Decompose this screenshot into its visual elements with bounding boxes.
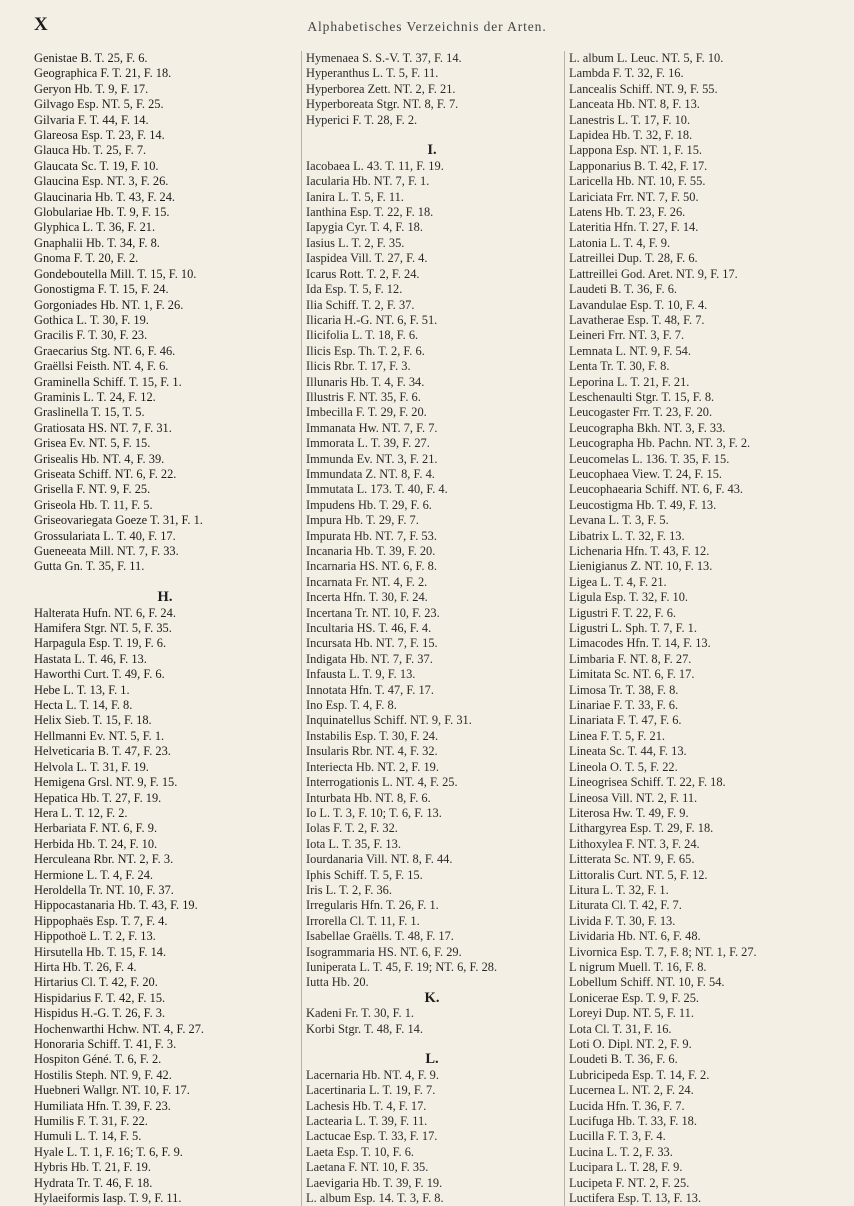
index-entry: Iutta Hb. 20. [306, 975, 369, 990]
index-entry: Iuniperata L. T. 45, F. 19; NT. 6, F. 28. [306, 959, 498, 974]
index-entry: Korbi Stgr. T. 48, F. 14. [306, 1021, 423, 1036]
index-entry: Ligea L. T. 4, F. 21. [569, 574, 667, 589]
index-entry: Huebneri Wallgr. NT. 10, F. 17. [34, 1083, 190, 1098]
index-entry: Haworthi Curt. T. 49, F. 6. [34, 667, 165, 682]
index-entry: Linariae F. T. 33, F. 6. [569, 698, 679, 713]
index-entry: Herculeana Rbr. NT. 2, F. 3. [34, 852, 174, 867]
index-entry: Graminis L. T. 24, F. 12. [34, 389, 156, 404]
index-entry: L. album L. Leuc. NT. 5, F. 10. [569, 51, 724, 65]
index-entry: Lucida Hfn. T. 36, F. 7. [569, 1098, 685, 1113]
index-entry: Impurata Hb. NT. 7, F. 53. [306, 528, 437, 543]
index-entry: Incertana Tr. NT. 10, F. 23. [306, 605, 440, 620]
index-entry: Gothica L. T. 30, F. 19. [34, 312, 149, 327]
index-entry: Iourdanaria Vill. NT. 8, F. 44. [306, 852, 453, 867]
index-entry: Lucipeta F. NT. 2, F. 25. [569, 1175, 690, 1190]
index-entry: Inquinatellus Schiff. NT. 9, F. 31. [306, 713, 472, 728]
index-entry: Lattreillei God. Aret. NT. 9, F. 17. [569, 266, 738, 281]
index-entry: Io L. T. 3, F. 10; T. 6, F. 13. [306, 805, 442, 820]
index-entry: Lateritia Hfn. T. 27, F. 14. [569, 220, 699, 235]
index-entry: Hemigena Grsl. NT. 9, F. 15. [34, 775, 178, 790]
index-entry: Liturata Cl. T. 42, F. 7. [569, 898, 682, 913]
index-entry: Ligustri L. Sph. T. 7, F. 1. [569, 621, 697, 636]
index-entry: Limacodes Hfn. T. 14, F. 13. [569, 636, 711, 651]
index-entry: L nigrum Muell. T. 16, F. 8. [569, 959, 707, 974]
index-entry: Livida F. T. 30, F. 13. [569, 913, 676, 928]
index-entry: Iolas F. T. 2, F. 32. [306, 821, 398, 836]
index-entry: Glyphica L. T. 36, F. 21. [34, 220, 156, 235]
index-entry: Littoralis Curt. NT. 5, F. 12. [569, 867, 708, 882]
index-entry: Loudeti B. T. 36, F. 6. [569, 1052, 678, 1067]
index-entry: Immutata L. 173. T. 40, F. 4. [306, 482, 448, 497]
index-entry: Lineola O. T. 5, F. 22. [569, 759, 678, 774]
index-entry: Lota Cl. T. 31, F. 16. [569, 1021, 672, 1036]
index-column-2 [301, 51, 558, 1206]
index-entry: Levana L. T. 3, F. 5. [569, 513, 669, 528]
index-entry: Helvola L. T. 31, F. 19. [34, 759, 149, 774]
index-entry: Insularis Rbr. NT. 4, F. 32. [306, 744, 438, 759]
index-entry: Iacularia Hb. NT. 7, F. 1. [306, 174, 430, 189]
index-entry: Hirta Hb. T. 26, F. 4. [34, 959, 137, 974]
index-entry: Hyperborea Zett. NT. 2, F. 21. [306, 81, 456, 96]
index-entry: Glareosa Esp. T. 23, F. 14. [34, 128, 165, 143]
index-entry: Laeta Esp. T. 10, F. 6. [306, 1144, 414, 1159]
running-title: Alphabetisches Verzeichnis der Arten. [307, 19, 547, 34]
index-column-1 [34, 51, 296, 1206]
index-entry: Hydrata Tr. T. 46, F. 18. [34, 1175, 153, 1190]
index-entry: Genistae B. T. 25, F. 6. [34, 51, 148, 65]
index-entry: Gnoma F. T. 20, F. 2. [34, 251, 139, 266]
index-entry: Griseata Schiff. NT. 6, F. 22. [34, 466, 177, 481]
index-entry: Ilicis Rbr. T. 17, F. 3. [306, 359, 411, 374]
index-entry: Leucogaster Frr. T. 23, F. 20. [569, 405, 713, 420]
index-entry: Inturbata Hb. NT. 8, F. 6. [306, 790, 431, 805]
index-entry: Irrorella Cl. T. 11, F. 1. [306, 913, 420, 928]
index-entry: Graecarius Stg. NT. 6, F. 46. [34, 343, 176, 358]
index-entry: Gonostigma F. T. 15, F. 24. [34, 282, 169, 297]
index-entry: Hastata L. T. 46, F. 13. [34, 651, 147, 666]
section-letter-heading: H. [157, 589, 173, 606]
index-entry: Irregularis Hfn. T. 26, F. 1. [306, 898, 439, 913]
index-entry: Iris L. T. 2, F. 36. [306, 882, 392, 897]
index-entry: Lapidea Hb. T. 32, F. 18. [569, 128, 693, 143]
index-entry: Gratiosata HS. NT. 7, F. 31. [34, 420, 172, 435]
index-entry: Leucophaea View. T. 24, F. 15. [569, 466, 722, 481]
index-column-3 [564, 51, 831, 1206]
index-entry: Hecta L. T. 14, F. 8. [34, 698, 133, 713]
index-entry: Hirtarius Cl. T. 42, F. 20. [34, 975, 158, 990]
index-entry: Limosa Tr. T. 38, F. 8. [569, 682, 679, 697]
index-entry: Hirsutella Hb. T. 15, F. 14. [34, 944, 167, 959]
section-letter-heading: K. [424, 989, 440, 1006]
index-entry: Lucipara L. T. 28, F. 9. [569, 1160, 683, 1175]
index-entry: Laricella Hb. NT. 10, F. 55. [569, 174, 706, 189]
index-entry: Lambda F. T. 32, F. 16. [569, 66, 684, 81]
index-entry: Incarnaria HS. NT. 6, F. 8. [306, 559, 437, 574]
index-entry: Hostilis Steph. NT. 9, F. 42. [34, 1067, 172, 1082]
index-entry: Grossulariata L. T. 40, F. 17. [34, 528, 176, 543]
index-entry: Laetana F. NT. 10, F. 35. [306, 1160, 429, 1175]
section-gap [306, 128, 558, 143]
index-entry: Geryon Hb. T. 9, F. 17. [34, 81, 149, 96]
section-gap [34, 575, 296, 590]
index-entry: Hippothoë L. T. 2, F. 13. [34, 929, 156, 944]
section-gap [306, 1037, 558, 1052]
index-entry: Libatrix L. T. 32, F. 13. [569, 528, 685, 543]
index-entry: Graslinella T. 15, T. 5. [34, 405, 145, 420]
index-entry: Glauca Hb. T. 25, F. 7. [34, 143, 147, 158]
index-entry: Incultaria HS. T. 46, F. 4. [306, 621, 432, 636]
index-entry: Lanestris L. T. 17, F. 10. [569, 112, 691, 127]
index-entry: Grisealis Hb. NT. 4, F. 39. [34, 451, 165, 466]
index-entry: Lavatherae Esp. T. 48, F. 7. [569, 312, 705, 327]
index-entry: Latonia L. T. 4, F. 9. [569, 235, 671, 250]
index-entry: Gracilis F. T. 30, F. 23. [34, 328, 148, 343]
index-entry: Hospiton Géné. T. 6, F. 2. [34, 1052, 162, 1067]
index-entry: Illunaris Hb. T. 4, F. 34. [306, 374, 425, 389]
index-entry: Leucophaearia Schiff. NT. 6, F. 43. [569, 482, 744, 497]
index-entry: Immanata Hw. NT. 7, F. 7. [306, 420, 438, 435]
index-entry: Gueneeata Mill. NT. 7, F. 33. [34, 544, 179, 558]
index-entry: Grisella F. NT. 9, F. 25. [34, 482, 151, 497]
index-entry: Laevigaria Hb. T. 39, F. 19. [306, 1175, 443, 1190]
index-entry: Iacobaea L. 43. T. 11, F. 19. [306, 158, 444, 173]
index-entry: Humilis F. T. 31, F. 22. [34, 1114, 148, 1129]
index-entry: Griseola Hb. T. 11, F. 5. [34, 497, 153, 512]
index-entry: Lobellum Schiff. NT. 10, F. 54. [569, 975, 725, 990]
index-entry: Lucifuga Hb. T. 33, F. 18. [569, 1114, 697, 1129]
index-entry: Hippophaës Esp. T. 7, F. 4. [34, 913, 168, 928]
index-entry: Impura Hb. T. 29, F. 7. [306, 513, 419, 528]
index-entry: Interrogationis L. NT. 4, F. 25. [306, 775, 458, 790]
index-entry: Iota L. T. 35, F. 13. [306, 836, 401, 851]
index-entry: Litterata Sc. NT. 9, F. 65. [569, 852, 695, 867]
index-entry: Honoraria Schiff. T. 41, F. 3. [34, 1037, 177, 1051]
index-entry: Iaspidea Vill. T. 27, F. 4. [306, 251, 428, 266]
index-entry: Lachesis Hb. T. 4, F. 17. [306, 1098, 427, 1113]
index-entry: Harpagula Esp. T. 19, F. 6. [34, 636, 167, 651]
index-entry: Hermione L. T. 4, F. 24. [34, 867, 153, 882]
index-entry: Griseovariegata Goeze T. 31, F. 1. [34, 513, 203, 528]
index-entry: Kadeni Fr. T. 30, F. 1. [306, 1006, 414, 1021]
index-entry: Isabellae Graëlls. T. 48, F. 17. [306, 929, 454, 944]
index-entry: Graminella Schiff. T. 15, F. 1. [34, 374, 182, 389]
index-entry: Hippocastanaria Hb. T. 43, F. 19. [34, 898, 198, 913]
index-entry: Isogrammaria HS. NT. 6, F. 29. [306, 944, 462, 959]
index-entry: Litura L. T. 32, F. 1. [569, 882, 669, 897]
index-entry: Incursata Hb. NT. 7, F. 15. [306, 636, 438, 651]
index-entry: Glaucinaria Hb. T. 43, F. 24. [34, 189, 176, 204]
index-entry: Incerta Hfn. T. 30, F. 24. [306, 590, 428, 605]
index-entry: Humuli L. T. 14, F. 5. [34, 1129, 142, 1144]
index-entry: Leucomelas L. 136. T. 35, F. 15. [569, 451, 730, 466]
index-entry: Gilvago Esp. NT. 5, F. 25. [34, 97, 164, 112]
index-entry: Hyperici F. T. 28, F. 2. [306, 112, 418, 127]
section-letter-heading: I. [427, 142, 437, 159]
index-entry: Lineogrisea Schiff. T. 22, F. 18. [569, 775, 726, 790]
index-entry: Illustris F. NT. 35, F. 6. [306, 389, 421, 404]
index-entry: Lappona Esp. NT. 1, F. 15. [569, 143, 702, 158]
index-entry: Lacernaria Hb. NT. 4, F. 9. [306, 1067, 439, 1082]
index-entry: Incarnata Fr. NT. 4, F. 2. [306, 574, 428, 589]
index-entry: Luctifera Esp. T. 13, F. 13. [569, 1191, 702, 1206]
index-entry: Immunda Ev. NT. 3, F. 21. [306, 451, 438, 466]
index-entry: Lucilla F. T. 3, F. 4. [569, 1129, 666, 1144]
index-entry: Lactucae Esp. T. 33, F. 17. [306, 1129, 438, 1144]
index-entry: Limbaria F. NT. 8, F. 27. [569, 651, 692, 666]
index-entry: Geographica F. T. 21, F. 18. [34, 66, 172, 81]
index-entry: Herbariata F. NT. 6, F. 9. [34, 821, 158, 836]
index-entry: Hebe L. T. 13, F. 1. [34, 682, 130, 697]
index-entry: Lithargyrea Esp. T. 29, F. 18. [569, 821, 714, 836]
index-entry: Instabilis Esp. T. 30, F. 24. [306, 728, 439, 743]
index-entry: Ianthina Esp. T. 22, F. 18. [306, 205, 434, 220]
index-entry: Leporina L. T. 21, F. 21. [569, 374, 690, 389]
index-entry: Lienigianus Z. NT. 10, F. 13. [569, 559, 713, 574]
index-entry: Incanaria Hb. T. 39, F. 20. [306, 544, 436, 558]
index-entry: Loti O. Dipl. NT. 2, F. 9. [569, 1037, 692, 1051]
section-letter-heading: L. [425, 1051, 439, 1068]
index-entry: Lithoxylea F. NT. 3, F. 24. [569, 836, 700, 851]
index-entry: Impudens Hb. T. 29, F. 6. [306, 497, 432, 512]
index-entry: Lucina L. T. 2, F. 33. [569, 1144, 673, 1159]
index-entry: Lucernea L. NT. 2, F. 24. [569, 1083, 694, 1098]
index-entry: L. album Esp. 14. T. 3, F. 8. [306, 1191, 444, 1206]
index-entry: Helveticaria B. T. 47, F. 23. [34, 744, 171, 759]
index-entry: Heroldella Tr. NT. 10, F. 37. [34, 882, 174, 897]
index-entry: Glaucata Sc. T. 19, F. 10. [34, 158, 159, 173]
index-entry: Indigata Hb. NT. 7, F. 37. [306, 651, 433, 666]
index-entry: Lapponarius B. T. 42, F. 17. [569, 158, 708, 173]
index-entry: Iphis Schiff. T. 5, F. 15. [306, 867, 423, 882]
index-entry: Immundata Z. NT. 8, F. 4. [306, 466, 435, 481]
index-entry: Hamifera Stgr. NT. 5, F. 35. [34, 621, 172, 636]
index-entry: Hochenwarthi Hchw. NT. 4, F. 27. [34, 1021, 205, 1036]
index-entry: Linariata F. T. 47, F. 6. [569, 713, 682, 728]
index-entry: Leucostigma Hb. T. 49, F. 13. [569, 497, 717, 512]
index-entry: Hyale L. T. 1, F. 16; T. 6, F. 9. [34, 1144, 183, 1159]
index-entry: Lariciata Frr. NT. 7, F. 50. [569, 189, 699, 204]
index-entry: Hymenaea S. S.-V. T. 37, F. 14. [306, 51, 462, 65]
index-entry: Grisea Ev. NT. 5, F. 15. [34, 436, 151, 451]
index-entry: Herbida Hb. T. 24, F. 10. [34, 836, 158, 851]
index-entry: Latens Hb. T. 23, F. 26. [569, 205, 686, 220]
index-entry: Lineata Sc. T. 44, F. 13. [569, 744, 687, 759]
page-header [0, 0, 854, 40]
index-entry: Ligula Esp. T. 32, F. 10. [569, 590, 689, 605]
index-entry: Lubricipeda Esp. T. 14, F. 2. [569, 1067, 710, 1082]
page-number: X [34, 14, 49, 35]
index-entry: Gutta Gn. T. 35, F. 11. [34, 559, 145, 574]
index-entry: Ligustri F. T. 22, F. 6. [569, 605, 677, 620]
index-entry: Graëllsi Feisth. NT. 4, F. 6. [34, 359, 169, 374]
index-entry: Globulariae Hb. T. 9, F. 15. [34, 205, 170, 220]
index-entry: Gorgoniades Hb. NT. 1, F. 26. [34, 297, 184, 312]
index-entry: Iasius L. T. 2, F. 35. [306, 235, 405, 250]
index-entry: Loreyi Dup. NT. 5, F. 11. [569, 1006, 694, 1021]
index-entry: Hybris Hb. T. 21, F. 19. [34, 1160, 151, 1175]
index-entry: Lancealis Schiff. NT. 9, F. 55. [569, 81, 718, 96]
index-entry: Helix Sieb. T. 15, F. 18. [34, 713, 152, 728]
index-entry: Ilicaria H.-G. NT. 6, F. 51. [306, 312, 438, 327]
index-entry: Gondeboutella Mill. T. 15, F. 10. [34, 266, 197, 281]
index-entry: Glaucina Esp. NT. 3, F. 26. [34, 174, 169, 189]
index-entry: Ianira L. T. 5, F. 11. [306, 189, 404, 204]
index-entry: Ilicis Esp. Th. T. 2, F. 6. [306, 343, 425, 358]
index-entry: Lactearia L. T. 39, F. 11. [306, 1114, 428, 1129]
index-entry: Latreillei Dup. T. 28, F. 6. [569, 251, 698, 266]
index-entry: Leschenaulti Stgr. T. 15, F. 8. [569, 389, 715, 404]
index-entry: Hispidus H.-G. T. 26, F. 3. [34, 1006, 166, 1021]
index-entry: Limitata Sc. NT. 6, F. 17. [569, 667, 695, 682]
index-entry: Lavandulae Esp. T. 10, F. 4. [569, 297, 708, 312]
index-entry: Immorata L. T. 39, F. 27. [306, 436, 430, 451]
index-entry: Laudeti B. T. 36, F. 6. [569, 282, 677, 297]
index-entry: Lacertinaria L. T. 19, F. 7. [306, 1083, 436, 1098]
index-entry: Lividaria Hb. NT. 6, F. 48. [569, 929, 701, 944]
index-entry: Hylaeiformis Iasp. T. 9, F. 11. [34, 1191, 182, 1206]
index-entry: Interiecta Hb. NT. 2, F. 19. [306, 759, 439, 774]
index-entry: Lanceata Hb. NT. 8, F. 13. [569, 97, 700, 112]
index-entry: Ilicifolia L. T. 18, F. 6. [306, 328, 419, 343]
index-entry: Hera L. T. 12, F. 2. [34, 805, 128, 820]
index-entry: Innotata Hfn. T. 47, F. 17. [306, 682, 434, 697]
index-entry: Imbecilla F. T. 29, F. 20. [306, 405, 427, 420]
index-entry: Leucographa Hb. Pachn. NT. 3, F. 2. [569, 436, 751, 451]
index-entry: Lonicerae Esp. T. 9, F. 25. [569, 990, 699, 1005]
index-entry: Ino Esp. T. 4, F. 8. [306, 698, 397, 713]
index-entry: Literosa Hw. T. 49, F. 9. [569, 805, 689, 820]
index-entry: Humiliata Hfn. T. 39, F. 23. [34, 1098, 171, 1113]
index-entry: Linea F. T. 5, F. 21. [569, 728, 665, 743]
index-entry: Hyperboreata Stgr. NT. 8, F. 7. [306, 97, 459, 112]
index-entry: Leucographa Bkh. NT. 3, F. 33. [569, 420, 726, 435]
index-entry: Hellmanni Ev. NT. 5, F. 1. [34, 728, 165, 743]
index-entry: Infausta L. T. 9, F. 13. [306, 667, 416, 682]
index-entry: Livornica Esp. T. 7, F. 8; NT. 1, F. 27. [569, 944, 757, 959]
index-entry: Lineosa Vill. NT. 2, F. 11. [569, 790, 698, 805]
index-entry: Lichenaria Hfn. T. 43, F. 12. [569, 544, 710, 558]
index-entry: Iapygia Cyr. T. 4, F. 18. [306, 220, 423, 235]
index-entry: Lenta Tr. T. 30, F. 8. [569, 359, 670, 374]
index-entry: Hispidarius F. T. 42, F. 15. [34, 990, 166, 1005]
index-entry: Lemnata L. NT. 9, F. 54. [569, 343, 691, 358]
index-entry: Ida Esp. T. 5, F. 12. [306, 282, 403, 297]
index-entry: Gilvaria F. T. 44, F. 14. [34, 112, 149, 127]
index-entry: Icarus Rott. T. 2, F. 24. [306, 266, 420, 281]
index-entry: Ilia Schiff. T. 2, F. 37. [306, 297, 415, 312]
index-entry: Halterata Hufn. NT. 6, F. 24. [34, 605, 176, 620]
index-entry: Hyperanthus L. T. 5, F. 11. [306, 66, 439, 81]
index-entry: Leineri Frr. NT. 3, F. 7. [569, 328, 685, 343]
index-entry: Hepatica Hb. T. 27, F. 19. [34, 790, 162, 805]
index-entry: Gnaphalii Hb. T. 34, F. 8. [34, 235, 160, 250]
